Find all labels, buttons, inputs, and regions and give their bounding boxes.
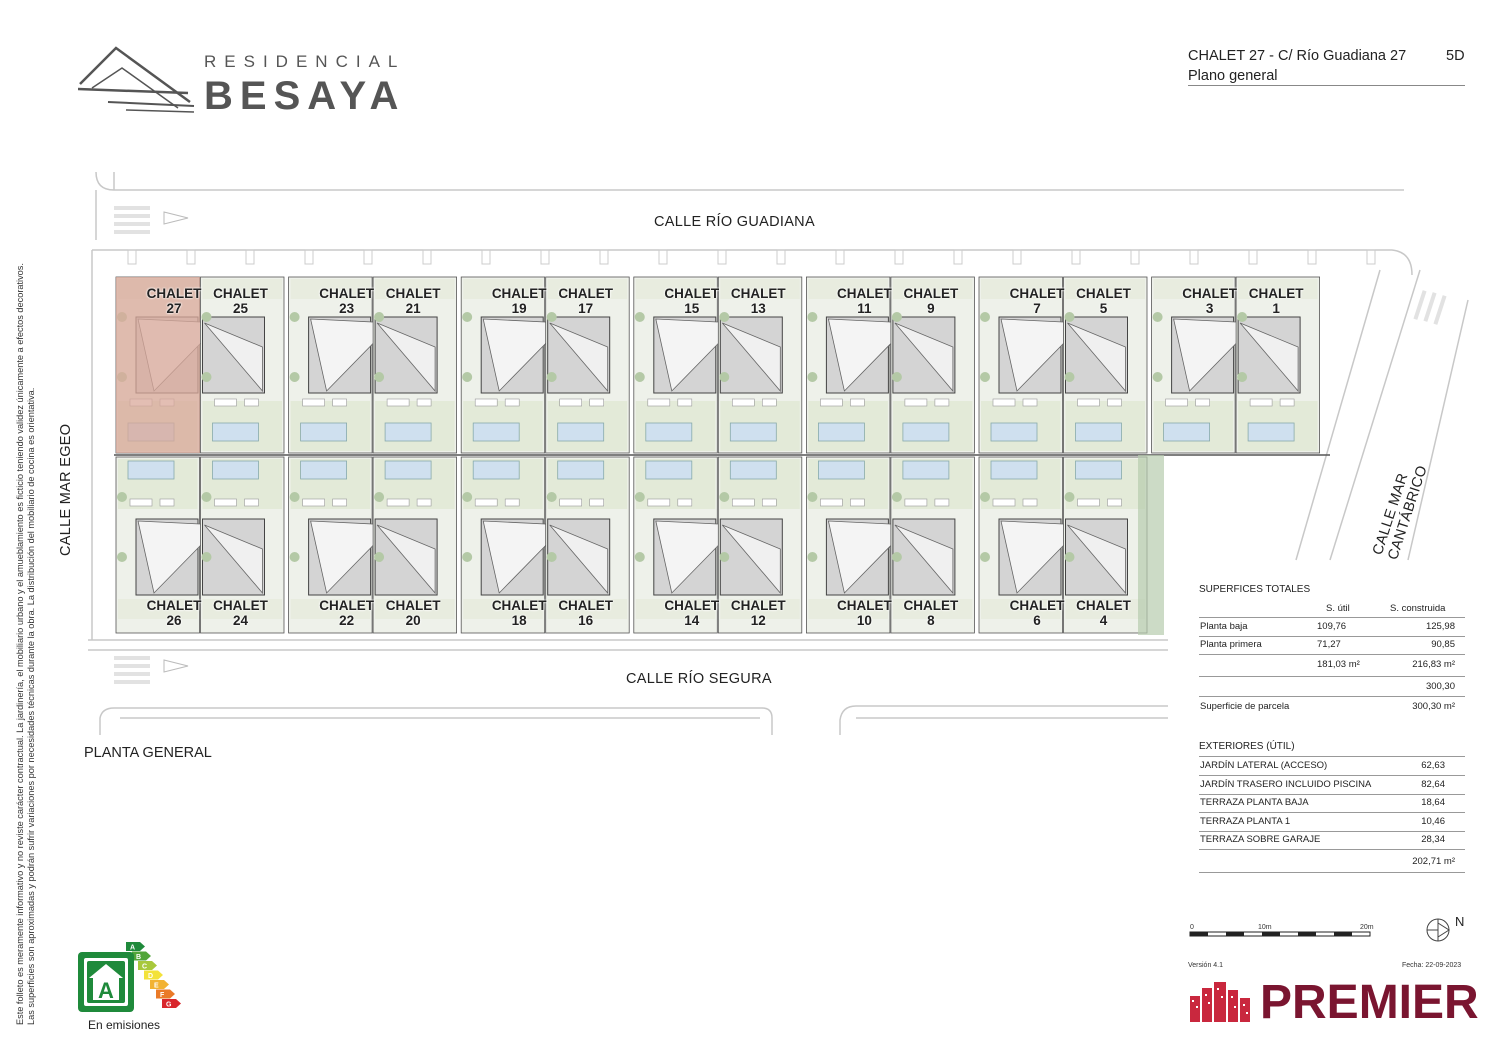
date-label: Fecha: 22-09-2023 bbox=[1402, 962, 1462, 969]
chalet-word: CHALET bbox=[319, 286, 374, 301]
chalet-number: 3 bbox=[1205, 301, 1214, 316]
surfaces-util: 71,27 bbox=[1317, 639, 1341, 650]
energy-bar-e bbox=[150, 980, 169, 989]
chalet-number: 12 bbox=[750, 613, 766, 628]
chalet-word: CHALET bbox=[1182, 286, 1237, 301]
surfaces-row bbox=[1199, 636, 1465, 655]
chalet-word: CHALET bbox=[730, 286, 786, 301]
premier-logo-icon bbox=[1188, 980, 1254, 1024]
chalet-word: CHALET bbox=[1248, 286, 1304, 301]
chalet-number: 25 bbox=[232, 301, 249, 316]
fence-post bbox=[305, 250, 313, 264]
surfaces-util: 109,76 bbox=[1317, 621, 1347, 632]
chalet-number: 20 bbox=[405, 613, 421, 628]
chalet-label-10 bbox=[831, 598, 897, 628]
fence-post bbox=[718, 250, 726, 264]
document-code: 5D bbox=[1446, 48, 1465, 64]
chalet-label-9 bbox=[898, 286, 964, 316]
exteriors-label: TERRAZA PLANTA 1 bbox=[1200, 815, 1291, 827]
fence-post bbox=[659, 250, 667, 264]
chalet-label-4 bbox=[1071, 598, 1137, 628]
surfaces-construida: 300,30 bbox=[1425, 681, 1455, 692]
scale-bar bbox=[1188, 918, 1378, 942]
version-label: Versión 4.1 bbox=[1188, 962, 1224, 969]
fence-post bbox=[1367, 250, 1375, 264]
plan-label: PLANTA GENERAL bbox=[84, 745, 212, 761]
chalet-word: CHALET bbox=[903, 286, 959, 301]
street-label-west: CALLE MAR EGEO bbox=[58, 423, 74, 556]
energy-bar-a bbox=[126, 942, 145, 951]
chalet-word: CHALET bbox=[146, 286, 202, 301]
chalet-word: CHALET bbox=[491, 286, 547, 301]
fence-post bbox=[1190, 250, 1198, 264]
chalet-label-11 bbox=[831, 286, 897, 316]
chalet-label-1 bbox=[1243, 286, 1309, 316]
chalet-label-19 bbox=[486, 286, 552, 316]
document-subtitle: Plano general bbox=[1188, 68, 1278, 84]
energy-label-graphic bbox=[74, 938, 194, 1018]
fence-post bbox=[482, 250, 490, 264]
exteriors-value: 28,34 bbox=[1421, 834, 1445, 845]
surfaces-construida: 216,83 m² bbox=[1412, 659, 1455, 670]
exteriors-row bbox=[1199, 831, 1465, 850]
exteriors-row bbox=[1199, 794, 1465, 813]
fence-post bbox=[1013, 250, 1021, 264]
chalet-label-15 bbox=[659, 286, 725, 316]
street-label-east: CALLE MAR CANTÁBRICO bbox=[1370, 463, 1431, 562]
chalet-word: CHALET bbox=[385, 598, 441, 613]
scale-label-0: 0 bbox=[1190, 924, 1194, 931]
fence-post bbox=[364, 250, 372, 264]
chalet-number: 26 bbox=[166, 613, 182, 628]
energy-bar-c bbox=[138, 961, 157, 970]
chalet-label-18 bbox=[486, 598, 552, 628]
chalet-number: 24 bbox=[232, 613, 249, 628]
chalet-word: CHALET bbox=[558, 598, 614, 613]
exteriors-title: EXTERIORES (ÚTIL) bbox=[1199, 741, 1295, 752]
chalet-label-20 bbox=[380, 598, 446, 628]
chalet-word: CHALET bbox=[385, 286, 441, 301]
energy-letter-g: G bbox=[166, 1001, 172, 1009]
chalet-label-7 bbox=[1004, 286, 1070, 316]
chalet-word: CHALET bbox=[1076, 286, 1131, 301]
logo-subtitle: RESIDENCIAL bbox=[204, 52, 406, 71]
developer-name: PREMIER bbox=[1260, 976, 1479, 1029]
surfaces-row bbox=[1199, 678, 1465, 697]
chalet-word: CHALET bbox=[837, 598, 892, 613]
exteriors-label: TERRAZA PLANTA BAJA bbox=[1200, 797, 1309, 808]
surfaces-row bbox=[1199, 698, 1465, 718]
chalet-label-3 bbox=[1177, 286, 1243, 316]
chalet-number: 16 bbox=[578, 613, 594, 628]
energy-bar-g bbox=[162, 999, 181, 1008]
energy-letter-b: B bbox=[136, 954, 142, 961]
energy-rating-letter: A bbox=[98, 978, 114, 1003]
fence-post bbox=[836, 250, 844, 264]
energy-bar-f bbox=[156, 990, 175, 999]
exteriors-label: JARDÍN LATERAL (ACCESO) bbox=[1200, 760, 1328, 771]
fence-posts bbox=[128, 250, 1375, 264]
surfaces-construida: 90,85 bbox=[1431, 639, 1455, 650]
north-arrow-icon bbox=[1424, 914, 1454, 944]
fence-post bbox=[541, 250, 549, 264]
chalet-word: CHALET bbox=[319, 598, 374, 613]
chalet-label-27 bbox=[141, 286, 207, 316]
chalet-word: CHALET bbox=[558, 286, 614, 301]
chalet-number: 23 bbox=[339, 301, 355, 316]
disclaimer-line-1: Este folleto es meramente informativo y no reviste carácter contractual. La jardinería, el mobiliario urbano y el amueblamiento es ficticio teniendo validez únicamente a efectos decorativos. bbox=[15, 263, 25, 1025]
chalet-number: 27 bbox=[166, 301, 182, 316]
chalet-word: CHALET bbox=[213, 286, 268, 301]
chalet-number: 7 bbox=[1033, 301, 1041, 316]
exteriors-row bbox=[1199, 850, 1465, 873]
chalet-number: 4 bbox=[1099, 613, 1108, 628]
fence-post bbox=[128, 250, 136, 264]
street-label-north: CALLE RÍO GUADIANA bbox=[654, 214, 815, 230]
chalet-label-21 bbox=[380, 286, 446, 316]
chalet-number: 6 bbox=[1033, 613, 1041, 628]
chalet-label-8 bbox=[898, 598, 964, 628]
exteriors-row bbox=[1199, 757, 1465, 776]
chalet-word: CHALET bbox=[664, 598, 720, 613]
energy-letter-c: C bbox=[142, 963, 148, 971]
fence-post bbox=[600, 250, 608, 264]
exteriors-label: JARDÍN TRASERO INCLUIDO PISCINA bbox=[1200, 778, 1372, 790]
energy-bar-b bbox=[132, 952, 151, 961]
chalet-number: 22 bbox=[339, 613, 355, 628]
surfaces-construida: 125,98 bbox=[1425, 621, 1455, 632]
fence-post bbox=[777, 250, 785, 264]
col-header-util: S. útil bbox=[1326, 603, 1350, 614]
fence-post bbox=[895, 250, 903, 264]
chalet-number: 1 bbox=[1272, 301, 1280, 316]
chalet-word: CHALET bbox=[146, 598, 202, 613]
energy-letter-e: E bbox=[154, 982, 159, 990]
surfaces-label: Planta primera bbox=[1200, 639, 1262, 650]
chalet-label-5 bbox=[1071, 286, 1137, 316]
chalet-number: 13 bbox=[750, 301, 766, 316]
chalet-label-17 bbox=[553, 286, 619, 316]
chalet-word: CHALET bbox=[491, 598, 547, 613]
exteriors-value: 82,64 bbox=[1421, 778, 1445, 790]
surfaces-title: SUPERFICES TOTALES bbox=[1199, 584, 1311, 595]
chalet-label-13 bbox=[725, 286, 791, 316]
chalet-label-26 bbox=[141, 598, 207, 628]
chalet-label-14 bbox=[659, 598, 725, 628]
exteriors-value: 202,71 m² bbox=[1412, 855, 1455, 867]
energy-letter-a: A bbox=[130, 944, 136, 952]
fence-post bbox=[1249, 250, 1257, 264]
chalet-label-23 bbox=[314, 286, 380, 316]
chalet-number: 10 bbox=[856, 613, 872, 628]
chalet-label-22 bbox=[314, 598, 380, 628]
chalet-number: 9 bbox=[927, 301, 935, 316]
chalet-label-12 bbox=[725, 598, 791, 628]
fence-post bbox=[246, 250, 254, 264]
chalet-number: 5 bbox=[1099, 301, 1108, 316]
chalet-word: CHALET bbox=[837, 286, 892, 301]
disclaimer-line-2: Las superficies son aproximadas y podrán sufrir variaciones por necesidades técnicas durante la obra. La distribución del mobiliario de cocina es orientativa. bbox=[26, 387, 36, 1025]
document-title: CHALET 27 - C/ Río Guadiana 27 bbox=[1188, 48, 1407, 64]
chalet-number: 15 bbox=[684, 301, 700, 316]
scale-label-10: 10m bbox=[1258, 924, 1272, 931]
exteriors-row bbox=[1199, 813, 1465, 832]
chalet-number: 19 bbox=[511, 301, 527, 316]
street-label-south: CALLE RÍO SEGURA bbox=[626, 671, 772, 687]
energy-letter-f: F bbox=[160, 992, 165, 999]
chalet-word: CHALET bbox=[1009, 598, 1065, 613]
chalet-number: 21 bbox=[405, 301, 421, 316]
chalet-word: CHALET bbox=[664, 286, 720, 301]
scale-label-20: 20m bbox=[1360, 924, 1374, 931]
col-header-construida: S. construida bbox=[1390, 603, 1446, 614]
chalet-number: 11 bbox=[857, 301, 872, 316]
surfaces-label: Superficie de parcela bbox=[1200, 701, 1290, 712]
fence-post bbox=[1308, 250, 1316, 264]
energy-bar-d bbox=[144, 971, 163, 980]
chalet-word: CHALET bbox=[903, 598, 959, 613]
fence-post bbox=[1072, 250, 1080, 264]
chalet-word: CHALET bbox=[213, 598, 268, 613]
exteriors-value: 18,64 bbox=[1421, 797, 1445, 808]
surfaces-row bbox=[1199, 656, 1465, 677]
chalet-word: CHALET bbox=[730, 598, 786, 613]
chalet-label-6 bbox=[1004, 598, 1070, 628]
surfaces-construida: 300,30 m² bbox=[1412, 701, 1455, 712]
surfaces-row bbox=[1199, 618, 1465, 637]
fence-post bbox=[954, 250, 962, 264]
fence-post bbox=[1131, 250, 1139, 264]
surfaces-label: Planta baja bbox=[1200, 621, 1248, 632]
exteriors-label: TERRAZA SOBRE GARAJE bbox=[1200, 834, 1321, 845]
fence-post bbox=[187, 250, 195, 264]
chalet-word: CHALET bbox=[1076, 598, 1131, 613]
chalet-word: CHALET bbox=[1009, 286, 1065, 301]
logo-name: BESAYA bbox=[204, 74, 406, 118]
chalet-number: 18 bbox=[511, 613, 527, 628]
north-label: N bbox=[1455, 914, 1465, 929]
fence-post bbox=[423, 250, 431, 264]
chalet-label-16 bbox=[553, 598, 619, 628]
chalet-number: 14 bbox=[684, 613, 700, 628]
surfaces-util: 181,03 m² bbox=[1317, 659, 1360, 670]
exteriors-value: 62,63 bbox=[1421, 760, 1445, 771]
chalet-number: 8 bbox=[927, 613, 935, 628]
exteriors-value: 10,46 bbox=[1421, 815, 1445, 827]
exteriors-row bbox=[1199, 776, 1465, 795]
chalet-number: 17 bbox=[578, 301, 594, 316]
energy-caption: En emisiones bbox=[88, 1018, 161, 1032]
chalet-label-24 bbox=[208, 598, 274, 628]
chalet-label-25 bbox=[208, 286, 274, 316]
energy-letter-d: D bbox=[148, 973, 154, 980]
